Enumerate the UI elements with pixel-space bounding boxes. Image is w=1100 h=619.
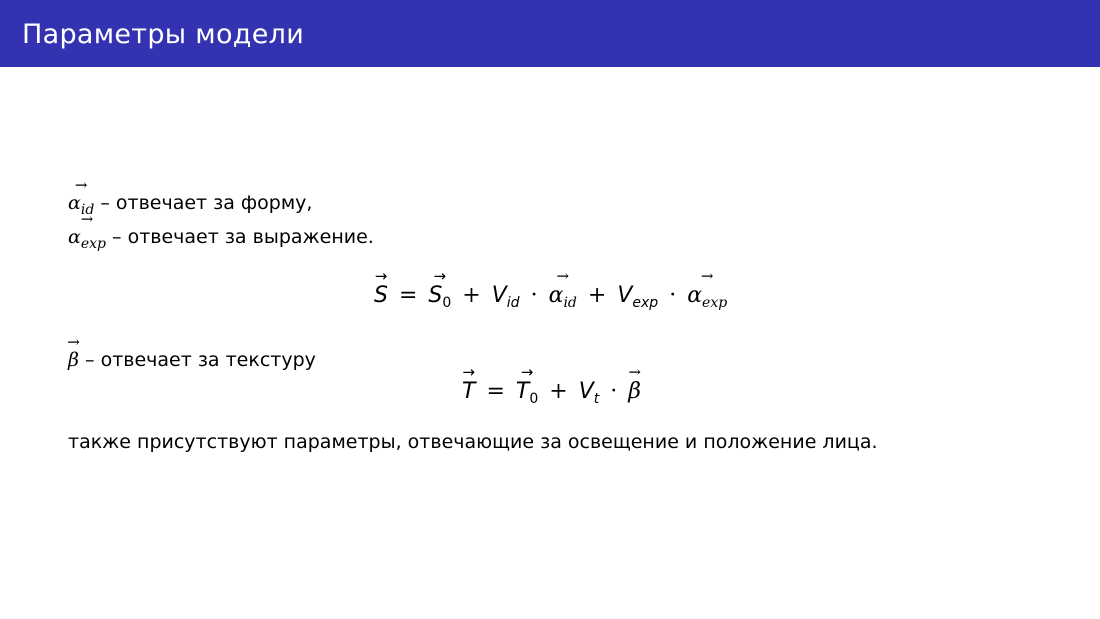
s-vector: → S <box>374 282 388 310</box>
t-vector: → T <box>462 378 475 406</box>
alpha-exp-vector: → $\alpha_{exp}$ <box>687 282 727 310</box>
beta-line <box>68 348 316 372</box>
alpha-exp-description: – отвечает за выражение. <box>112 226 374 248</box>
plus-sign: + <box>549 379 568 404</box>
alpha-id-vector: → $\alpha_{id}$ <box>549 282 577 310</box>
beta-vector: → β <box>628 378 641 406</box>
texture-equation <box>462 378 641 406</box>
alpha-exp-symbol: → $\alpha_{exp}$ <box>68 225 106 249</box>
equals-sign: = <box>486 379 505 404</box>
alpha-id-description: – отвечает за форму, <box>100 192 313 214</box>
extra-parameters-line: также присутствуют параметры, отвечающие за освещение и положение лица. <box>68 431 878 453</box>
alpha-id-line <box>68 191 313 218</box>
v-exp-matrix: $V_{exp}$ <box>617 283 659 311</box>
s0-vector: → $S_0$ <box>428 282 451 310</box>
slide-title: Параметры модели <box>22 19 305 50</box>
alpha-id-symbol: → $\alpha_{id}$ <box>68 191 94 215</box>
equals-sign: = <box>398 283 418 308</box>
beta-symbol: → β <box>68 348 79 372</box>
slide-header <box>0 0 1100 67</box>
plus-sign: + <box>587 283 607 308</box>
shape-equation <box>374 282 727 310</box>
dot-operator: · <box>669 283 677 308</box>
alpha-exp-line <box>68 225 374 252</box>
beta-description: – отвечает за текстуру <box>85 349 316 371</box>
v-id-matrix: $V_{id}$ <box>491 283 520 311</box>
dot-operator: · <box>610 379 618 404</box>
dot-operator: · <box>530 283 538 308</box>
v-t-matrix: $V_t$ <box>578 379 600 407</box>
plus-sign: + <box>462 283 481 308</box>
t0-vector: → $T_0$ <box>516 378 538 406</box>
